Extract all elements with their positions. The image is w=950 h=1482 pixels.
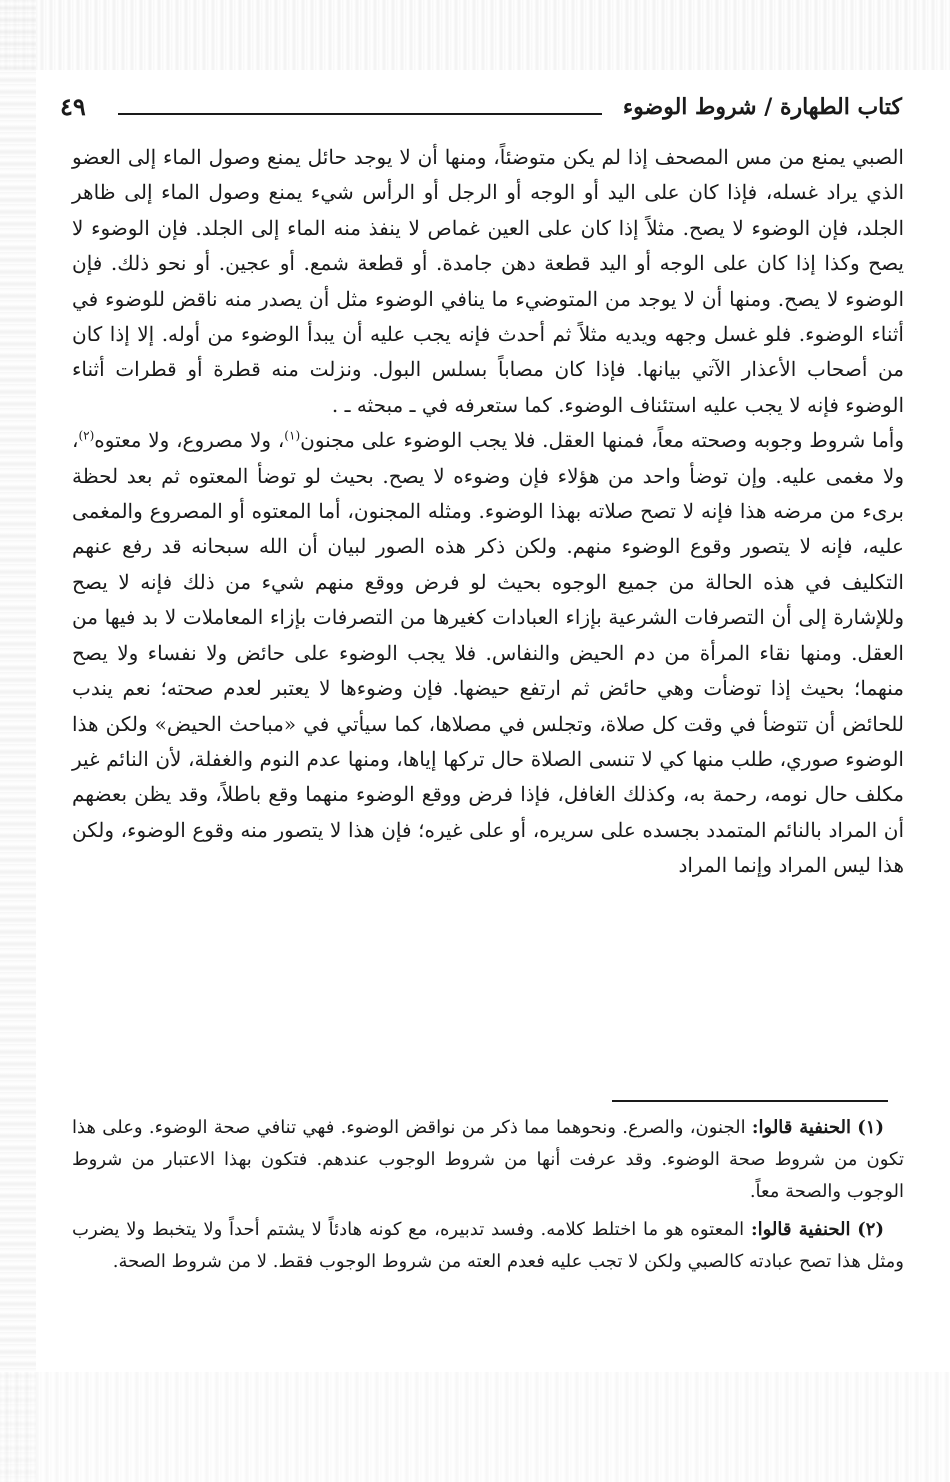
running-title: كتاب الطهارة / شروط الوضوء	[615, 94, 902, 120]
paragraph-2-part-b: ، ولا مصروع، ولا معتوه	[94, 428, 285, 453]
footnote-ref-2[interactable]: (٢)	[78, 428, 95, 443]
footnote-separator	[612, 1100, 888, 1102]
footnote-1-school: الحنفية قالوا:	[751, 1117, 851, 1138]
paragraph-2-part-c: ، ولا مغمى عليه. وإن توضأ واحد من هؤلاء فإن وضوءه لا يصح. بحيث لو توضأ المعتوه ثم بعد لحظة برىء من مرضه هذا فإنه لا تصح صلاته بهذا الوضوء. ومثله المجنون، أما المعتوه أو المصروع والمغمى عليه، فإنه لا يتصور وقوع الوضوء منهم. ولكن ذكر هذه الصور لبيان أن الله سبحانه قد رفع عنهم التكليف في هذه الحالة من جميع الوجوه بحيث لو فرض ووقع منهم شيء من ذلك فإنه لا يصح وللإشارة إلى أن التصرفات الشرعية بإزاء العبادات كغيرها من التصرفات بإزاء المعاملات لا بد فيها من العقل. ومنها نقاء المرأة من دم الحيض والنفاس. فلا يجب الوضوء على حائض ولا نفساء ولا يصح منهما؛ بحيث إذا توضأت وهي حائض ثم ارتفع حيضها. فإن وضوءها لا يعتبر لعدم صحته؛ نعم يندب للحائض أن تتوضأ في وقت كل صلاة، وتجلس في مصلاها، كما سيأتي في «مباحث الحيض» ولكن هذا الوضوء صوري، طلب منها كي لا تنسى الصلاة حال تركها إياها، ومنها عدم النوم والغفلة، لأن النائم غير مكلف حال نومه، رحمة به، وكذلك الغافل، فإذا فرض ووقع الوضوء منهما وقع باطلاً، وقد يظن بعضهم أن المراد بالنائم المتمدد بجسده على سريره، أو على غيره؛ فإن هذا لا يتصور منه وقوع الوضوء، ولكن هذا ليس المراد وإنما المراد	[72, 428, 904, 878]
footnote-2-school: الحنفية قالوا:	[750, 1219, 851, 1240]
scan-border-bottom	[0, 1372, 950, 1482]
footnote-2-number: (٢)	[857, 1219, 884, 1240]
footnote-1-text: الجنون، والصرع. ونحوهما مما ذكر من نواقض الوضوء. فهي تنافي صحة الوضوء. وعلى هذا تكون من شروط صحة الوضوء. وقد عرفت أنها من شروط الوجوب عندهم. فتكون بهذا الاعتبار من شروط الوجوب والصحة معاً.	[72, 1117, 904, 1202]
footnotes	[72, 1112, 904, 1284]
paragraph-2-part-a: وأما شروط وجوبه وصحته معاً، فمنها العقل. فلا يجب الوضوء على مجنون	[300, 428, 904, 453]
page-number: ٤٩	[60, 92, 86, 121]
paragraph-2	[72, 423, 904, 883]
footnote-2	[72, 1214, 904, 1278]
header-rule	[118, 113, 602, 115]
main-text	[72, 140, 904, 884]
page-header	[60, 94, 902, 128]
footnote-1-number: (١)	[857, 1117, 884, 1138]
paragraph-1: الصبي يمنع من مس المصحف إذا لم يكن متوضئاً، ومنها أن لا يوجد حائل يمنع وصول الماء إلى العضو الذي يراد غسله، فإذا كان على اليد أو الوجه أو الرجل أو الرأس شيء يمنع وصول الماء إلى ظاهر الجلد، فإن الوضوء لا يصح. مثلاً إذا كان على العين غماص لا ينفذ منه الماء إلى الجلد. فإن الوضوء لا يصح وكذا إذا كان على الوجه أو اليد قطعة دهن جامدة. أو قطعة شمع. أو عجين. أو نحو ذلك. فإن الوضوء لا يصح. ومنها أن لا يوجد من المتوضيء ما ينافي الوضوء مثل أن يصدر منه ناقض للوضوء في أثناء الوضوء. فلو غسل وجهه ويديه مثلاً ثم أحدث فإنه يجب عليه أن يبدأ الوضوء من أوله. إلا إذا كان من أصحاب الأعذار الآتي بيانها. فإذا كان مصاباً بسلس البول. ونزلت منه قطرة أو قطرات أثناء الوضوء فإنه لا يجب عليه استئناف الوضوء. كما ستعرفه في ـ مبحثه ـ .	[72, 145, 905, 417]
footnote-2-text: المعتوه هو ما اختلط كلامه. وفسد تدبيره، مع كونه هادئاً لا يشتم أحداً ولا يتخبط ولا يضرب ومثل هذا تصح عبادته كالصبي ولكن لا تجب عليه فعدم العته من شروط الوجوب فقط. لا من شروط الصحة.	[72, 1219, 904, 1272]
footnote-ref-1[interactable]: (١)	[284, 428, 301, 443]
scan-border-left	[0, 0, 36, 1482]
footnote-1	[72, 1112, 904, 1208]
scan-border-top	[0, 0, 950, 70]
